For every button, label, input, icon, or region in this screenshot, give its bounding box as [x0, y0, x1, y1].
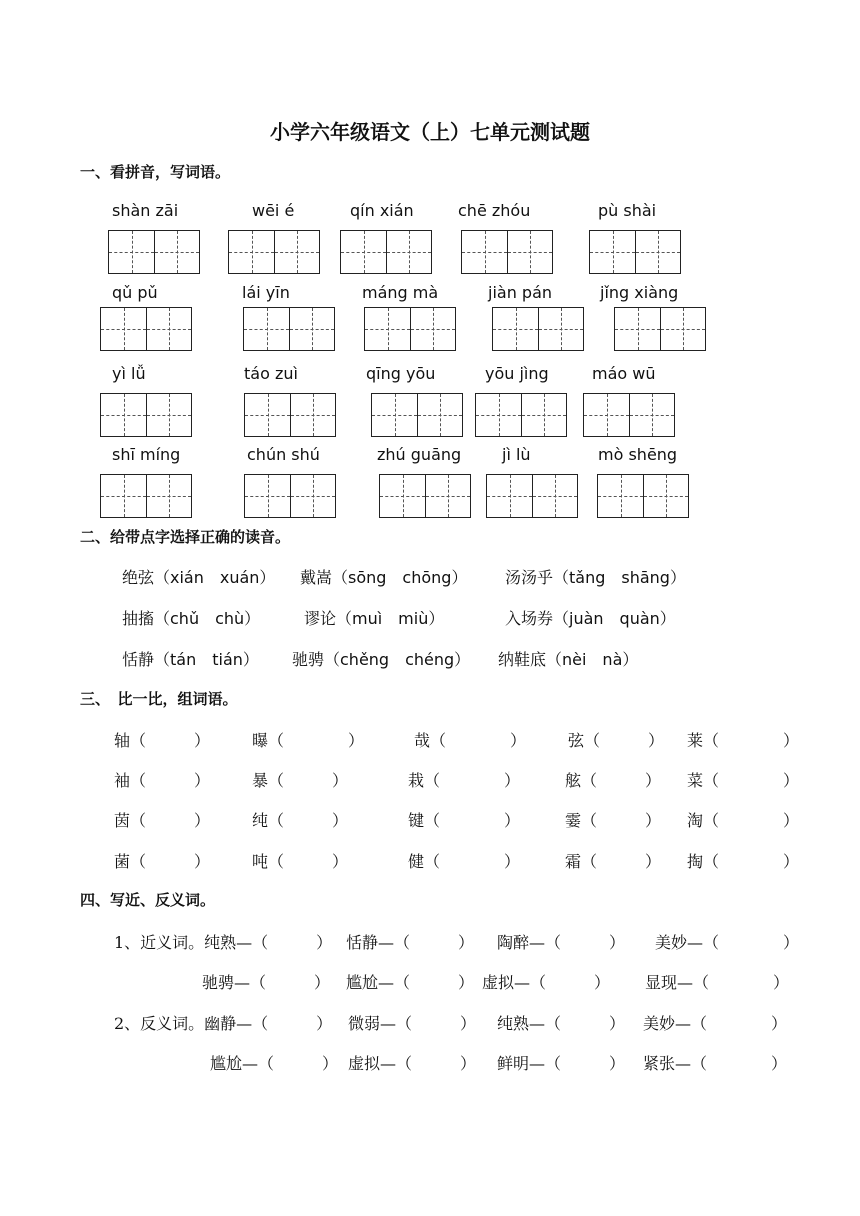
- reading-item: 谬论（muì miù）: [304, 609, 445, 628]
- synonym-item: 驰骋—（ ）: [202, 973, 331, 992]
- antonym-item: 美妙—（ ）: [643, 1014, 788, 1033]
- compare-item: 莱（ ）: [687, 731, 800, 750]
- pinyin-label: pù shài: [598, 201, 657, 220]
- compare-item: 掏（ ）: [687, 852, 800, 871]
- writing-grid[interactable]: [492, 307, 584, 351]
- writing-grid[interactable]: [100, 474, 192, 518]
- writing-grid[interactable]: [340, 230, 432, 274]
- antonym-item: 纯熟—（ ）: [497, 1014, 626, 1033]
- pinyin-label: yōu jìng: [485, 364, 549, 383]
- writing-grid[interactable]: [589, 230, 681, 274]
- pinyin-label: chún shú: [247, 445, 320, 464]
- section3-heading: 三、 比一比，组词语。: [80, 690, 238, 708]
- synonym-item: 虚拟—（ ）: [482, 973, 611, 992]
- compare-item: 弦（ ）: [568, 731, 665, 750]
- section1-heading: 一、看拼音，写词语。: [80, 163, 231, 181]
- compare-item: 淘（ ）: [687, 811, 800, 830]
- writing-grid[interactable]: [486, 474, 578, 518]
- pinyin-label: máng mà: [362, 283, 439, 302]
- compare-item: 霜（ ）: [565, 852, 662, 871]
- synonym-item: 陶醉—（ ）: [497, 933, 626, 952]
- antonym-item: 鲜明—（ ）: [497, 1054, 626, 1073]
- pinyin-label: táo zuì: [244, 364, 298, 383]
- writing-grid[interactable]: [614, 307, 706, 351]
- antonym-item: 紧张—（ ）: [643, 1054, 788, 1073]
- reading-item: 绝弦（xián xuán）: [122, 568, 276, 587]
- pinyin-label: shī míng: [112, 445, 181, 464]
- compare-item: 轴（ ）: [114, 731, 211, 750]
- section2-heading: 二、给带点字选择正确的读音。: [80, 528, 291, 546]
- compare-item: 曝（ ）: [252, 731, 365, 750]
- compare-item: 霎（ ）: [565, 811, 662, 830]
- pinyin-label: jiàn pán: [488, 283, 553, 302]
- compare-item: 菜（ ）: [687, 771, 800, 790]
- pinyin-label: zhú guāng: [377, 445, 462, 464]
- pinyin-label: lái yīn: [242, 283, 290, 302]
- compare-item: 茵（ ）: [114, 811, 211, 830]
- reading-item: 驰骋（chěng chéng）: [292, 650, 471, 669]
- writing-grid[interactable]: [461, 230, 553, 274]
- writing-grid[interactable]: [371, 393, 463, 437]
- compare-item: 吨（ ）: [252, 852, 349, 871]
- writing-grid[interactable]: [244, 474, 336, 518]
- pinyin-label: chē zhóu: [458, 201, 531, 220]
- writing-grid[interactable]: [100, 307, 192, 351]
- synonym-item: 显现—（ ）: [645, 973, 790, 992]
- synonym-item: 1、近义词。纯熟—（ ）: [114, 933, 333, 952]
- reading-item: 汤汤乎（tǎng shāng）: [505, 568, 686, 587]
- compare-item: 栽（ ）: [408, 771, 521, 790]
- reading-item: 入场券（juàn quàn）: [505, 609, 676, 628]
- page-title: 小学六年级语文（上）七单元测试题: [270, 120, 590, 144]
- antonym-item: 微弱—（ ）: [348, 1014, 477, 1033]
- compare-item: 暴（ ）: [252, 771, 349, 790]
- writing-grid[interactable]: [100, 393, 192, 437]
- compare-item: 健（ ）: [408, 852, 521, 871]
- antonym-item: 尴尬—（ ）: [210, 1054, 339, 1073]
- compare-item: 袖（ ）: [114, 771, 211, 790]
- writing-grid[interactable]: [243, 307, 335, 351]
- pinyin-label: qīng yōu: [366, 364, 436, 383]
- synonym-item: 美妙—（ ）: [655, 933, 800, 952]
- compare-item: 哉（ ）: [414, 731, 527, 750]
- section4-heading: 四、写近、反义词。: [80, 891, 216, 909]
- compare-item: 纯（ ）: [252, 811, 349, 830]
- compare-item: 菌（ ）: [114, 852, 211, 871]
- synonym-item: 尴尬—（ ）: [346, 973, 475, 992]
- writing-grid[interactable]: [597, 474, 689, 518]
- reading-item: 抽搐（chǔ chù）: [122, 609, 261, 628]
- writing-grid[interactable]: [364, 307, 456, 351]
- writing-grid[interactable]: [108, 230, 200, 274]
- synonym-item: 恬静—（ ）: [346, 933, 475, 952]
- pinyin-label: qín xián: [350, 201, 414, 220]
- compare-item: 舷（ ）: [565, 771, 662, 790]
- reading-item: 恬静（tán tián）: [122, 650, 259, 669]
- antonym-item: 虚拟—（ ）: [348, 1054, 477, 1073]
- reading-item: 戴嵩（sōng chōng）: [300, 568, 468, 587]
- reading-item: 纳鞋底（nèi nà）: [498, 650, 639, 669]
- pinyin-label: shàn zāi: [112, 201, 179, 220]
- pinyin-label: jì lù: [502, 445, 531, 464]
- pinyin-label: jǐng xiàng: [600, 283, 679, 302]
- pinyin-label: yì lǚ: [112, 364, 146, 383]
- writing-grid[interactable]: [583, 393, 675, 437]
- pinyin-label: máo wū: [592, 364, 656, 383]
- antonym-item: 2、反义词。幽静—（ ）: [114, 1014, 333, 1033]
- pinyin-label: mò shēng: [598, 445, 678, 464]
- writing-grid[interactable]: [244, 393, 336, 437]
- writing-grid[interactable]: [379, 474, 471, 518]
- pinyin-label: wēi é: [252, 201, 295, 220]
- pinyin-label: qǔ pǔ: [112, 283, 158, 302]
- writing-grid[interactable]: [228, 230, 320, 274]
- writing-grid[interactable]: [475, 393, 567, 437]
- compare-item: 键（ ）: [408, 811, 521, 830]
